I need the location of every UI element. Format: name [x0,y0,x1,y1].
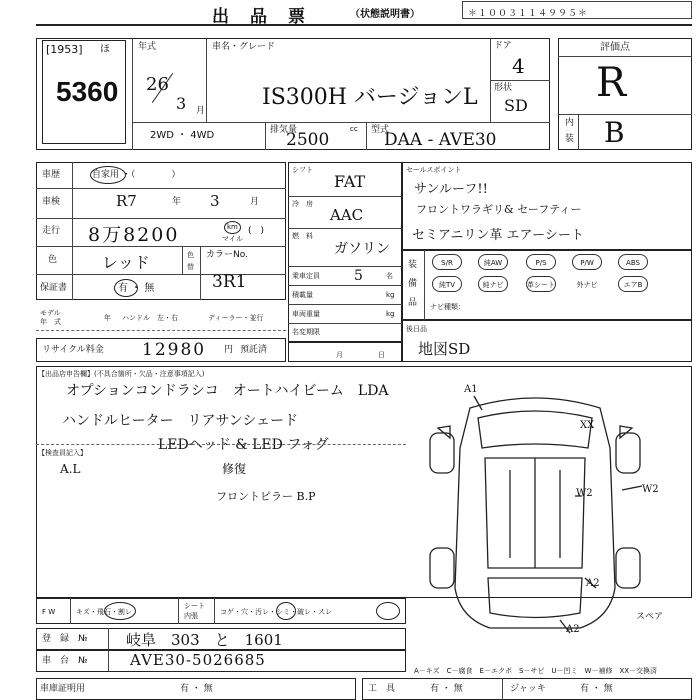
recycle-note: 預託済 [240,345,268,355]
month-value: 3 [176,94,187,113]
month-unit: 月 [196,106,206,116]
interior-label-1: 内 [565,118,575,128]
car-hood [478,411,595,448]
fw-circle [104,602,136,620]
mirror-left [438,426,450,438]
inspection-label: 車検 [42,197,61,207]
door-value: 4 [512,54,525,78]
displacement-unit: cc [350,125,358,133]
mileage-value: 8万8200 [88,224,180,246]
equipment-power-windows: P/W [572,254,602,270]
damage-mark-a2-bumper: A2 [566,624,580,635]
shape-label: 形状 [494,83,513,93]
damage-legend: A－キズ C－腐食 E－エクボ S－サビ U－凹ミ W－補修 XX－交換済 [414,667,658,675]
model-value: DAA - AVE30 [384,130,497,150]
displacement-value: 2500 [286,130,330,150]
equipment-label-3: 品 [408,298,418,308]
shift-label: シフト [292,166,313,174]
fuel-value: ガソリン [334,241,390,257]
name-change-label: 名変期限 [292,328,320,336]
later-items-label: 後日品 [406,325,427,333]
ac-value: AAC [330,206,364,224]
fuel-label: 燃 料 [292,232,313,240]
grade-value: R [596,60,627,106]
fw-options: キズ・飛石・割レ [76,608,132,616]
equipment-airbag: エアB [618,276,648,292]
equipment-tv: 純TV [432,276,462,292]
color-change-2: 替 [187,263,194,271]
inspection-month: 3 [210,192,220,210]
tools-options: 有 ・ 無 [430,684,463,694]
mileage-unit2: マイル [222,235,243,243]
mileage-unit: km [224,221,241,234]
equipment-navigation: 純ナビ [478,276,508,292]
load-label: 積載量 [292,291,313,299]
equipment-power-steering: P/S [526,254,556,270]
equipment-label-1: 装 [408,260,418,270]
later-items-value: 地図SD [418,340,471,358]
chassis-label: 車 台 № [42,656,88,666]
spare-label: スペア [636,612,664,622]
damage-mark-a2-rear: A2 [586,578,600,589]
color-change-1: 色 [187,251,194,259]
year-value: 26 [146,74,169,95]
lot-year: [1953] [46,43,83,56]
recycle-label: リサイクル料金 [42,345,104,355]
equipment-leather-seats: 革シート [526,276,556,292]
wheel-rear-left [430,548,454,588]
inspector-note-right-1: 修復 [222,462,247,476]
capacity-unit: 名 [386,272,393,280]
car-damage-diagram [410,378,660,638]
sales-point-3: セミアニリン革 エアーシート [412,228,584,243]
model-label: 型式 [371,125,390,135]
shape-value: SD [504,96,528,115]
equipment-sunroof: S/R [432,254,462,270]
lot-mark: ほ [100,44,110,55]
color-no-label: カラーNo. [206,250,248,260]
seller-note-3: LEDヘッド & LED フォグ [158,437,329,453]
displacement-label: 排気量 [270,125,298,135]
damage-mark-xx: XX [580,420,595,431]
seat-circle-wear [376,602,400,620]
ac-label: 冷 房 [292,200,313,208]
inspection-year-unit: 年 [172,197,182,207]
warranty-label: 保証書 [40,283,68,293]
seat-circle-dirt [276,602,296,620]
damage-mark-w2-door: W2 [576,488,593,499]
chassis-value: AVE30-5026685 [130,651,266,669]
color-value: レッド [102,253,150,272]
recycle-unit: 円 [224,345,234,355]
reg-label: 登 録 № [42,634,88,644]
seller-note-1: オプションコンドラシコ オートハイビーム LDA [66,383,389,399]
inspector-note-left: A.L [60,462,81,476]
equipment-alloy-wheels: 純AW [478,254,508,270]
warranty-options: 有 ・ 無 [118,283,155,294]
cert-options: 有 ・ 無 [180,684,213,694]
model-year-label-1: モデル [40,309,61,317]
name-change-month: 月 [336,351,343,359]
color-label: 色 [48,255,58,265]
dealer-label: ディーラー・並行 [208,314,264,322]
interior-label-2: 装 [565,134,575,144]
cert-label: 車庫証明用 [40,684,86,694]
capacity-value: 5 [354,268,363,284]
barcode-frame [462,1,692,19]
name-value: IS300H バージョンL [262,85,478,110]
history-label: 車歴 [42,170,61,180]
grade-label: 評価点 [600,42,630,53]
sales-point-2: フロントワラギリ& セーフティー [416,203,582,216]
document-subtitle: （状態説明書） [350,9,420,20]
recycle-value: 12980 [142,340,207,360]
lot-number: 5360 [56,76,119,107]
jack-label: ジャッキ [510,684,546,694]
jack-options: 有 ・ 無 [580,684,613,694]
inspection-month-unit: 月 [250,197,260,207]
shift-value: FAT [334,172,366,191]
damage-mark-w2-side: W2 [642,484,659,495]
navi-type-label: ナビ種類： [430,303,465,311]
equipment-external-navi: 外ナビ [576,281,598,289]
history-circle [90,166,126,184]
weight-label: 車両重量 [292,310,320,318]
handle-label: ハンドル 左・右 [122,314,178,322]
seller-note-2: ハンドルヒーター リアサンシェード [62,413,299,429]
mileage-label: 走行 [42,226,61,236]
color-no-value: 3R1 [212,272,247,292]
fw-label: F W [42,608,56,616]
interior-value: B [604,116,625,149]
seller-notes-label: 【出品店申告欄】(不具合箇所・欠品・注意事項記入) [38,370,205,378]
seat-label-1: シート [184,602,205,610]
sales-points-label: セールスポイント [406,166,462,174]
name-label: 車名・グレード [212,42,276,52]
damage-mark-a1: A1 [464,384,478,395]
tools-label: 工 具 [368,684,396,694]
door-label: ドア [494,41,512,51]
model-year-unit: 年 [104,314,111,322]
history-options: 自家用 ・（ ） [92,170,181,180]
drive-label: 2WD ・ 4WD [150,130,215,141]
equipment-abs: ABS [618,254,648,270]
load-unit: kg [386,291,395,299]
capacity-label: 乗車定員 [292,272,320,280]
weight-unit: kg [386,310,395,318]
inspector-note-right-2: フロントピラー B.P [216,490,316,503]
model-year-label-2: 年 式 [40,318,61,326]
car-trunk [488,578,582,618]
name-change-day: 日 [378,351,385,359]
wheel-rear-right [616,548,640,588]
barcode-text: ＊１００３１１４９９５＊ [468,9,589,19]
sales-point-1: サンルーフ!! [414,182,488,197]
year-label: 年式 [138,42,157,52]
document-title: 出 品 票 [212,7,307,27]
header-rule [36,24,692,26]
seat-label-2: 内張 [184,612,198,620]
inspector-notes-label: 【検査員記入】 [38,449,87,457]
mirror-right [620,426,632,438]
warranty-circle [114,279,138,297]
reg-value: 岐阜 303 と 1601 [126,631,283,649]
inspection-era: R7 [116,192,137,210]
seat-options: コゲ・穴・汚レ・シミ・破レ・スレ [220,608,332,616]
equipment-label-2: 備 [408,279,418,289]
